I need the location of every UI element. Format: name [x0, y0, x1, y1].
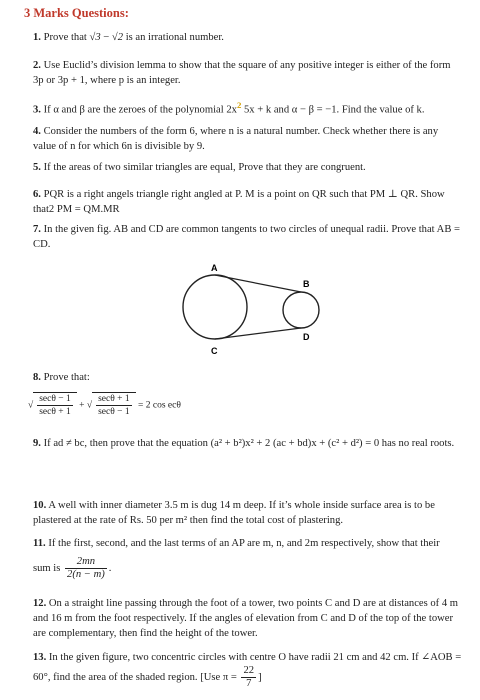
tangent-cd — [215, 328, 301, 339]
radicand-2 — [92, 392, 136, 418]
fraction-1-denominator: secθ + 1 — [39, 407, 71, 417]
large-circle — [183, 275, 247, 339]
fraction-1-numerator: secθ − 1 — [39, 394, 71, 404]
question-text: Prove that — [43, 32, 90, 43]
question-text: If the areas of two similar triangles are equal, Prove that they are congruent. — [43, 162, 366, 173]
question-number: 2. — [33, 60, 41, 71]
question-text-tail: is an irrational number. — [123, 32, 224, 43]
equation-rhs: = 2 cos ecθ — [138, 400, 181, 411]
question-text: In the given figure, two concentric circles with centre O have radii 21 cm and 42 cm. If ∠AOB = 60°, find the area of the shaded region. [Use π = — [33, 652, 462, 683]
label-b: B — [303, 279, 310, 289]
sqrt-three: √3 — [89, 32, 101, 43]
question-2 — [33, 58, 463, 88]
question-number: 9. — [33, 438, 41, 449]
question-text: Prove that: — [43, 372, 90, 383]
question-number: 8. — [33, 372, 41, 383]
pi-fraction — [241, 665, 256, 690]
question-number: 12. — [33, 598, 47, 609]
question-7 — [33, 222, 463, 252]
question-number: 13. — [33, 652, 47, 663]
question-3 — [33, 98, 463, 118]
question-9 — [33, 436, 463, 451]
question-1 — [33, 30, 463, 45]
question-text: If α and β are the zeroes of the polynomial 2x — [43, 104, 237, 116]
label-a: A — [211, 263, 218, 273]
question-10 — [33, 498, 463, 528]
question-text-tail: ] — [258, 671, 262, 683]
sum-period: . — [108, 562, 112, 574]
question-text: On a straight line passing through the foot of a tower, two points C and D are at distances of 4 m and 16 m from the foot respectively. If the angles of elevation from C and D of the top of the tower are complementary, then find the height of the tower. — [33, 598, 459, 639]
question-8 — [33, 370, 463, 385]
question-text: If the first, second, and the last terms of an AP are m, n, and 2m respectively, show that their — [48, 538, 440, 549]
pi-denominator: 7 — [246, 678, 252, 689]
question-text: PQR is a right angels triangle right angled at P. M is a point on QR such that PM ⊥ QR. Show that2 PM = QM.MR — [33, 189, 445, 215]
question-number: 5. — [33, 162, 41, 173]
question-number: 7. — [33, 224, 41, 235]
radicand-1 — [33, 392, 77, 418]
plus-sign: + — [79, 400, 85, 411]
question-6 — [33, 187, 463, 217]
question-text: Use Euclid’s division lemma to show that the square of any positive integer is either of the form 3p or 3p + 1, where p is an integer. — [33, 60, 451, 86]
question-number: 6. — [33, 189, 41, 200]
tangent-circles-figure — [165, 262, 335, 362]
exponent-highlight: 2 — [236, 100, 242, 110]
question-number: 1. — [33, 32, 41, 43]
question-text: A well with inner diameter 3.5 m is dug 14 m deep. If it’s whole inside surface area is to be plastered at the rate of Rs. 50 per m² then find the total cost of plastering. — [33, 500, 435, 526]
question-13 — [33, 650, 463, 690]
label-c: C — [211, 346, 218, 356]
fraction-2-denominator: secθ − 1 — [98, 407, 130, 417]
radical-sign: √ — [86, 400, 93, 411]
question-number: 4. — [33, 126, 41, 137]
question-text: Consider the numbers of the form 6, where n is a natural number. Check whether there is any value of n for which 6n is divisible by 9. — [33, 126, 439, 152]
question-text: If ad ≠ bc, then prove that the equation (a² + b²)x² + 2 (ac + bd)x + (c² + d²) = 0 has no real roots. — [43, 438, 455, 449]
pi-numerator: 22 — [243, 665, 255, 676]
sum-is-label: sum is — [33, 562, 61, 574]
question-number: 3. — [33, 104, 41, 116]
sum-fraction — [65, 556, 107, 581]
small-circle — [283, 292, 319, 328]
question-text: In the given fig. AB and CD are common tangents to two circles of unequal radii. Prove that AB = CD. — [33, 224, 461, 250]
sqrt-two: √2 — [111, 32, 124, 43]
label-d: D — [303, 332, 310, 342]
question-5 — [33, 160, 463, 175]
sum-denominator: 2(n − m) — [67, 569, 105, 580]
fraction-2-numerator: secθ + 1 — [98, 394, 130, 404]
tangent-ab — [215, 275, 301, 292]
sum-numerator: 2mn — [65, 556, 107, 569]
question-11-sum — [33, 556, 463, 581]
radical-sign: √ — [28, 400, 34, 411]
question-8-equation — [28, 392, 458, 418]
minus-sign: − — [100, 32, 112, 43]
question-number: 10. — [33, 500, 47, 511]
question-4 — [33, 124, 463, 154]
question-12 — [33, 596, 463, 641]
section-heading: 3 Marks Questions: — [24, 6, 129, 20]
question-number: 11. — [33, 538, 46, 549]
question-text-tail: 5x + k and α − β = −1. Find the value of k. — [241, 104, 425, 116]
question-11 — [33, 536, 463, 551]
